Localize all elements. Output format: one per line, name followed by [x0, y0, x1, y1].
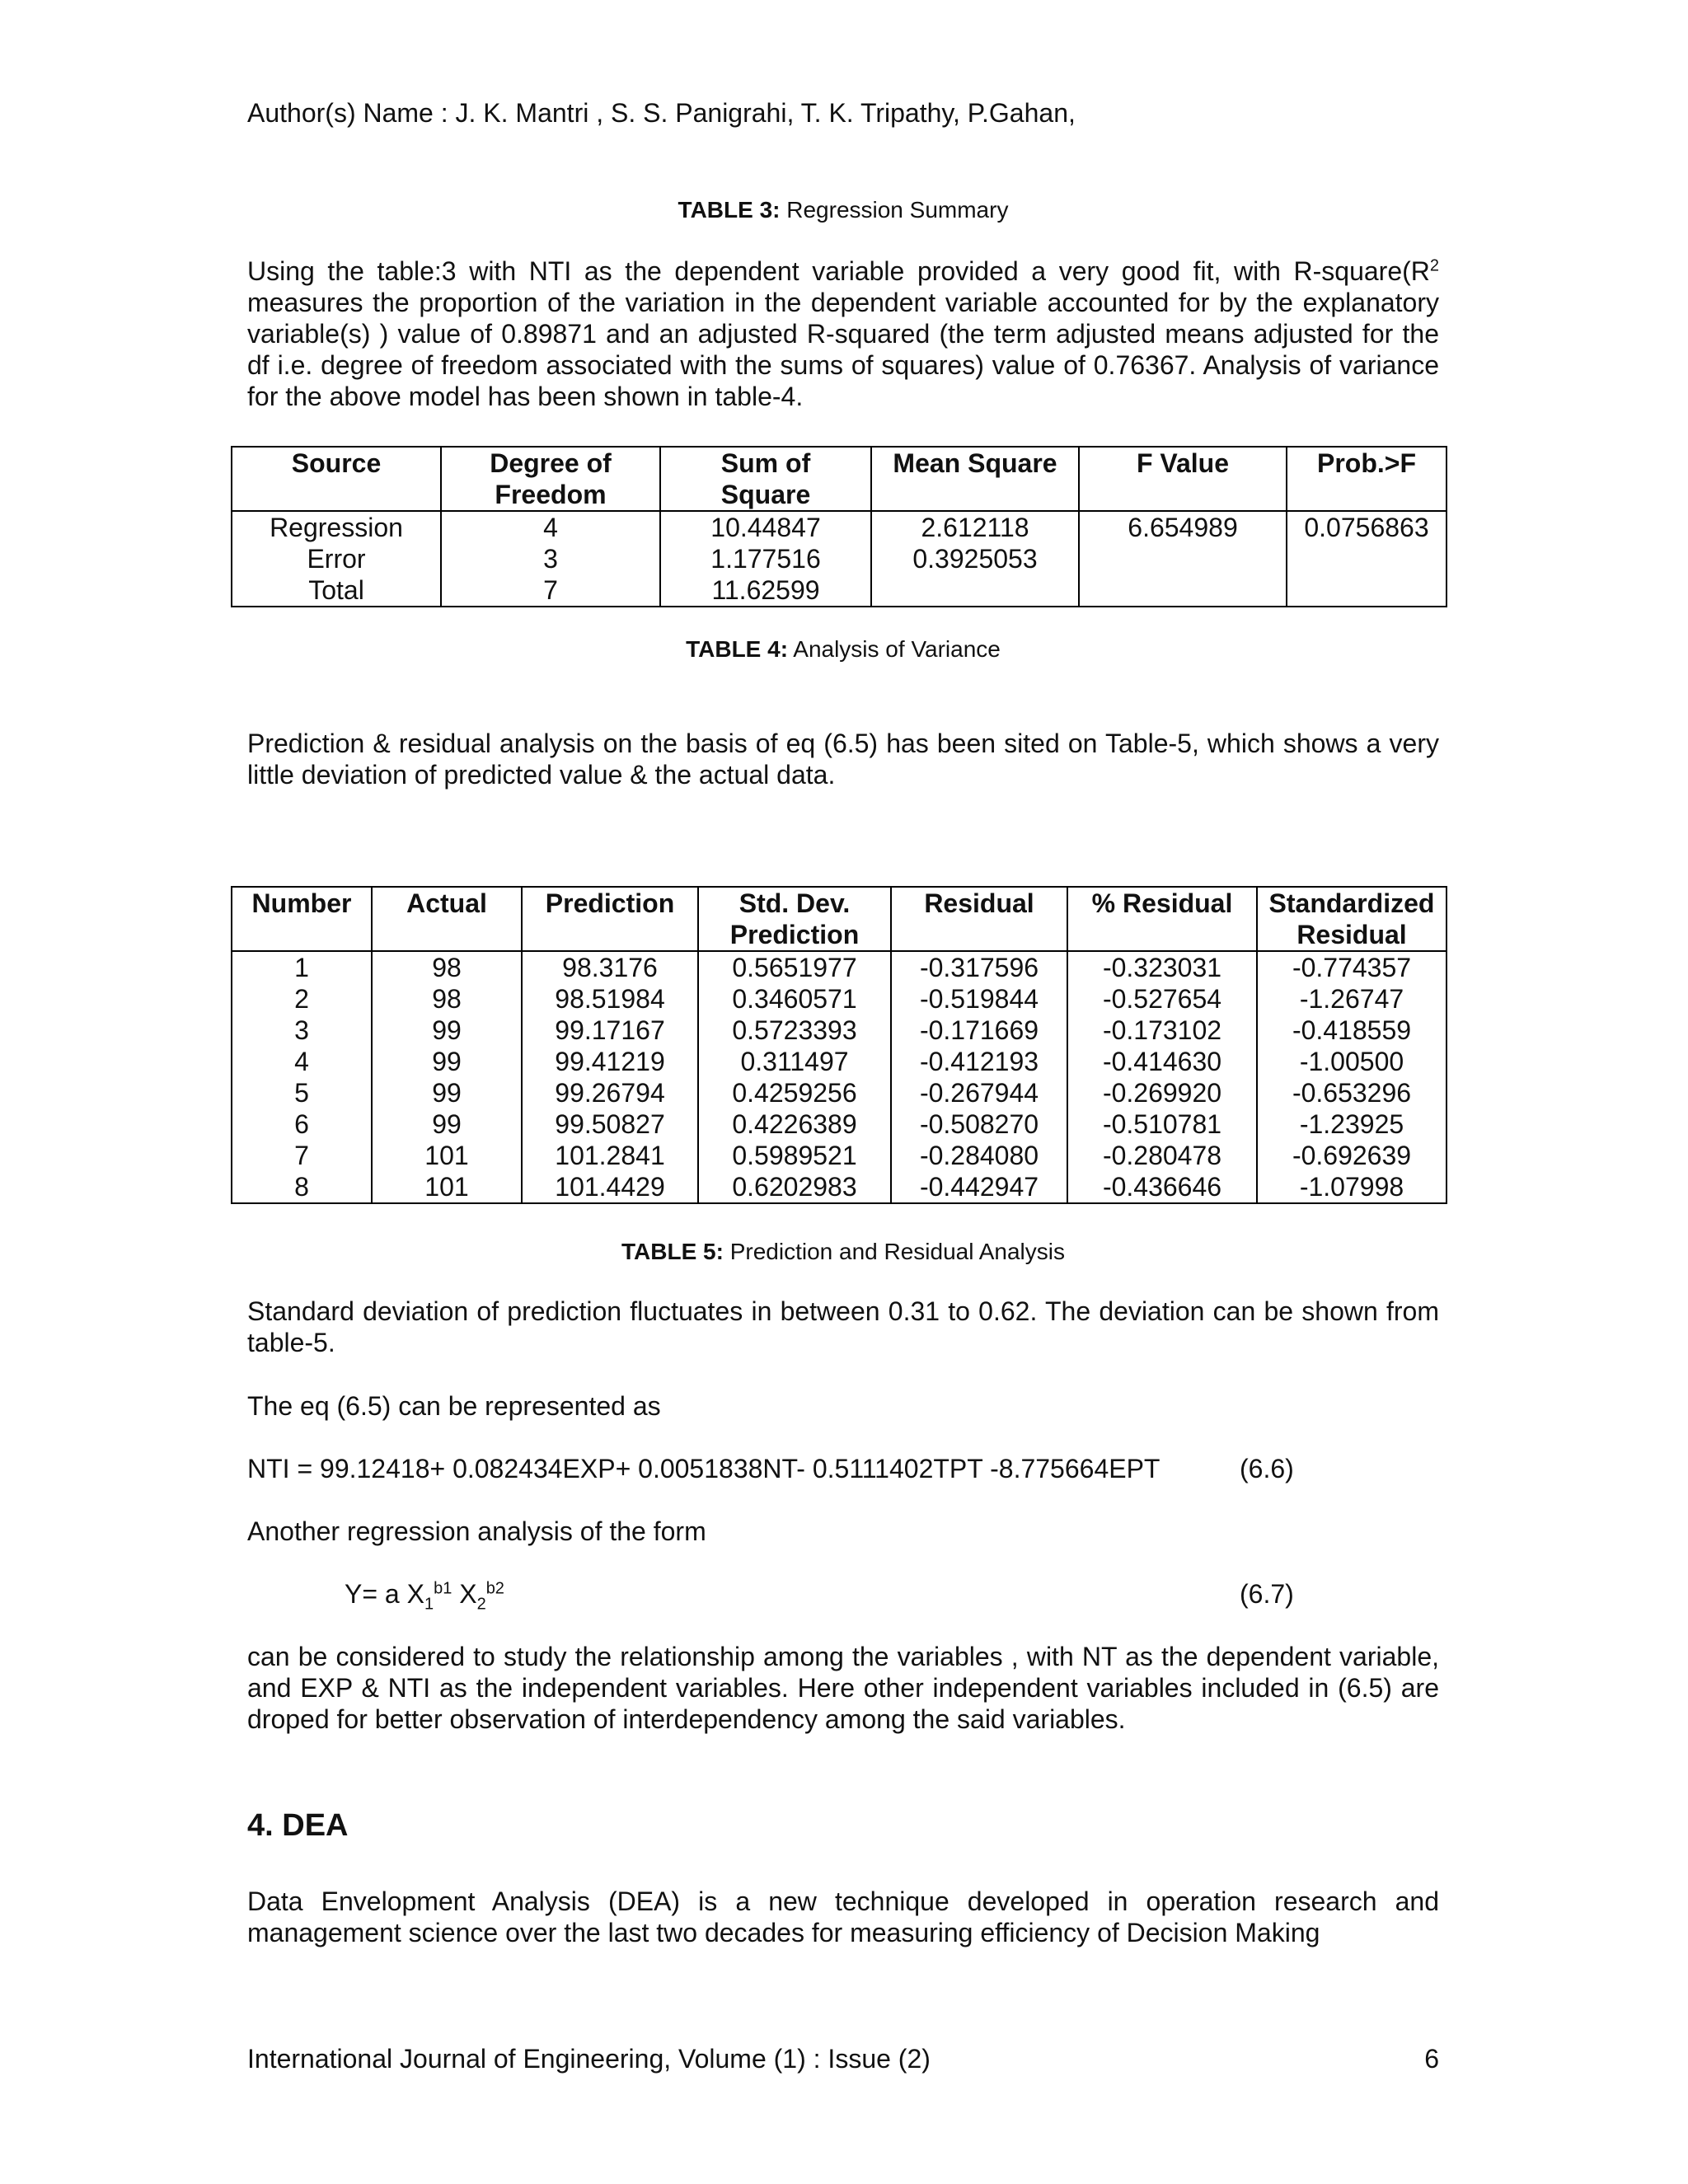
- table3-title: Regression Summary: [780, 197, 1009, 223]
- anova-body-row: [232, 511, 1447, 607]
- pred-col-prediction: 98.3176 98.51984 99.17167 99.41219 99.26794 99.50827 101.2841 101.4429: [555, 953, 665, 1202]
- anova-header-prob: Prob.>F: [1316, 448, 1416, 478]
- pred-col-residual: -0.317596 -0.519844 -0.171669 -0.412193 -0.267944 -0.508270 -0.284080 -0.442947: [919, 953, 1039, 1202]
- table4-title: Analysis of Variance: [788, 636, 1001, 662]
- table4-caption: [247, 635, 1439, 663]
- anova-col-source: Regression Error Total: [270, 513, 403, 605]
- pred-header-prediction: Prediction: [545, 888, 675, 918]
- equation-6-6: [247, 1453, 1439, 1484]
- table3-label: TABLE 3:: [678, 197, 781, 223]
- anova-col-df: 4 3 7: [543, 513, 558, 605]
- paragraph-std-deviation: Standard deviation of prediction fluctuates in between 0.31 to 0.62. The deviation can be shown from table-5.: [247, 1296, 1439, 1357]
- anova-header-source: Source: [291, 448, 382, 478]
- paragraph-prediction-residual: Prediction & residual analysis on the basis of eq (6.5) has been sited on Table-5, which shows a very little deviation of predicted value & the actual data.: [247, 729, 1439, 790]
- anova-table: [231, 446, 1447, 607]
- anova-header-ms: Mean Square: [893, 448, 1057, 478]
- equation-6-6-number: (6.6): [1240, 1454, 1294, 1483]
- equation-6-6-body: NTI = 99.12418+ 0.082434EXP+ 0.0051838NT- 0.5111402TPT -8.775664EPT: [247, 1454, 1160, 1483]
- prediction-body-row: [232, 951, 1447, 1203]
- paragraph-another-regression: Another regression analysis of the form: [247, 1516, 706, 1546]
- table3-caption: [247, 196, 1439, 224]
- equation-6-7-number: (6.7): [1240, 1579, 1294, 1609]
- paragraph-regression-fit: [247, 255, 1439, 412]
- table5-title: Prediction and Residual Analysis: [723, 1239, 1065, 1264]
- para1-text-a: Using the table:3 with NTI as the dependent variable provided a very good fit, with R-square(R: [247, 256, 1430, 286]
- paragraph-relationship: can be considered to study the relationship among the variables , with NT as the dependent variable, and EXP & NTI as the independent variables. Here other independent variables included in (6.5) are droped for better observation of interdependency among the said variables.: [247, 1642, 1439, 1734]
- table4-label: TABLE 4:: [686, 636, 789, 662]
- table5-label: TABLE 5:: [621, 1239, 724, 1264]
- anova-col-f: 6.654989: [1128, 513, 1238, 542]
- anova-header-ss: Sum of Square: [720, 448, 811, 509]
- running-header: Author(s) Name : J. K. Mantri , S. S. Panigrahi, T. K. Tripathy, P.Gahan,: [247, 98, 1076, 128]
- anova-header-f: F Value: [1136, 448, 1230, 478]
- anova-col-ss: 10.44847 1.177516 11.62599: [710, 513, 821, 605]
- equation-6-7-body: Y= a $X_1^{b1}$ $X_2^{b2}$: [345, 1579, 504, 1614]
- pred-col-actual: 98 98 99 99 99 99 101 101: [424, 953, 469, 1202]
- pred-header-number: Number: [251, 888, 352, 918]
- paragraph-dea-intro: Data Envelopment Analysis (DEA) is a new technique developed in operation research and management science over the last two decades for measuring efficiency of Decision Making: [247, 1886, 1439, 1947]
- pred-col-pct-residual: -0.323031 -0.527654 -0.173102 -0.414630 -0.269920 -0.510781 -0.280478 -0.436646: [1102, 953, 1222, 1202]
- pred-col-number: 1 2 3 4 5 6 7 8: [294, 953, 309, 1202]
- pred-col-std-residual: -0.774357 -1.26747 -0.418559 -1.00500 -0.653296 -1.23925 -0.692639 -1.07998: [1292, 953, 1412, 1202]
- pred-header-residual: Residual: [924, 888, 1034, 918]
- footer-journal: International Journal of Engineering, Volume (1) : Issue (2): [247, 2044, 931, 2074]
- pred-header-stddev: Std. Dev. Prediction: [729, 888, 860, 949]
- para1-text-b: measures the proportion of the variation in the dependent variable accounted for by the explanatory variable(s) ) value of 0.89871 and an adjusted R-squared (the term adjusted means adjusted for the df i.e. degree of freedom associated with the sums of squares) value of 0.76367. Analysis of variance for the above model has been shown in table-4.: [247, 288, 1439, 411]
- anova-col-ms: 2.612118 0.3925053: [912, 513, 1038, 574]
- anova-col-prob: 0.0756863: [1304, 513, 1429, 542]
- prediction-table: [231, 886, 1447, 1204]
- page-number: 6: [1424, 2044, 1439, 2074]
- pred-header-pct-residual: % Residual: [1091, 888, 1233, 918]
- table5-caption: [247, 1238, 1439, 1266]
- pred-header-actual: Actual: [406, 888, 487, 918]
- page-footer: [247, 2043, 1439, 2074]
- pred-header-std-residual: Standardized Residual: [1268, 888, 1435, 949]
- anova-header-df: Degree of Freedom: [490, 448, 612, 509]
- r-square-superscript: 2: [1429, 256, 1439, 275]
- paragraph-eq-intro: The eq (6.5) can be represented as: [247, 1391, 661, 1421]
- pred-col-stddev: 0.5651977 0.3460571 0.5723393 0.311497 0.4259256 0.4226389 0.5989521 0.6202983: [732, 953, 857, 1202]
- section-heading-dea: 4. DEA: [247, 1808, 349, 1843]
